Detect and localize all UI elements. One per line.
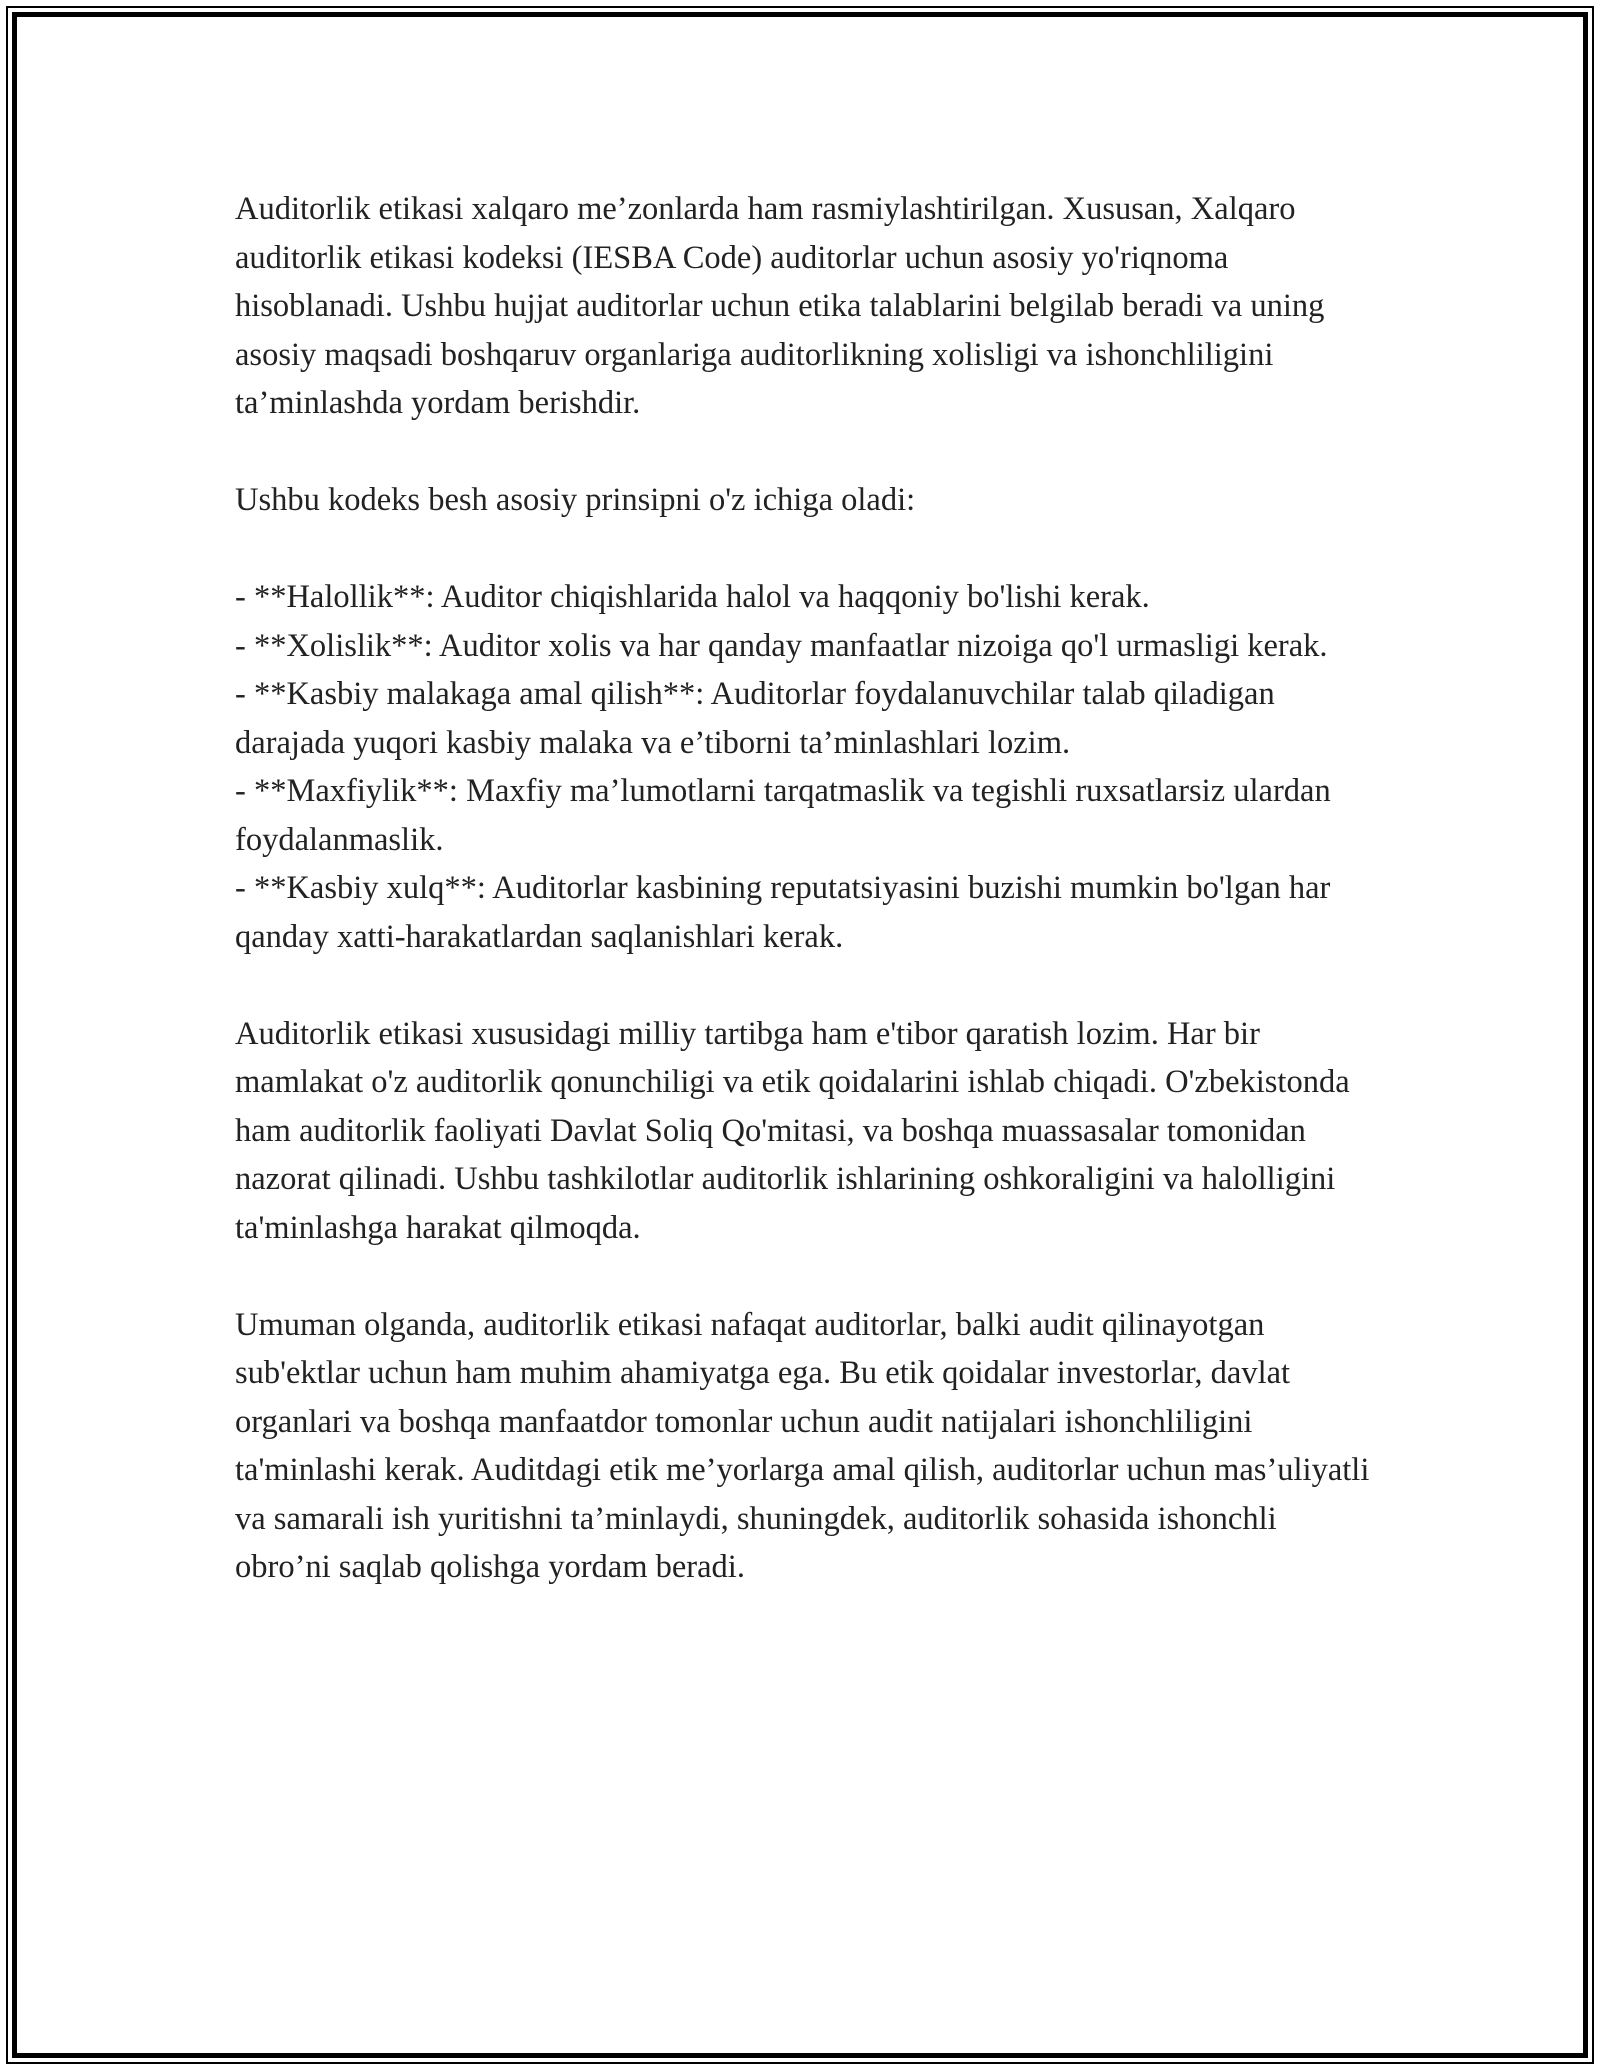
- list-item-xolislik: - **Xolislik**: Auditor xolis va har qanday manfaatlar nizoiga qo'l urmasligi kerak.: [235, 627, 1328, 664]
- list-item-maxfiylik: - **Maxfiylik**: Maxfiy ma’lumotlarni tarqatmaslik va tegishli ruxsatlarsiz ulardan foydalanmaslik.: [235, 773, 1331, 858]
- paragraph-principles-intro: Ushbu kodeks besh asosiy prinsipni o'z ichiga oladi:: [235, 482, 916, 518]
- list-item-halollik: - **Halollik**: Auditor chiqishlarida halol va haqqoniy bo'lishi kerak.: [235, 579, 1150, 615]
- list-item-kasbiy-malaka: - **Kasbiy malakaga amal qilish**: Auditorlar foydalanuvchilar talab qiladigan darajada yuqori kasbiy malaka va e’tiborni ta’minlashlari lozim.: [235, 676, 1275, 761]
- paragraph-intro: Auditorlik etikasi xalqaro me’zonlarda ham rasmiylashtirilgan. Xususan, Xalqaro auditorlik etikasi kodeksi (IESBA Code) auditorlar uchun asosiy yo'riqnoma hisoblanadi. Ushbu hujjat auditorlar uchun etika talablarini belgilab beradi va uning asosiy maqsadi boshqaruv organlariga auditorlikning xolisligi va ishonchliligini ta’minlashda yordam berishdir.: [235, 191, 1325, 421]
- document-body: [235, 185, 1375, 1640]
- principles-list: [235, 573, 1375, 961]
- list-item-kasbiy-xulq: - **Kasbiy xulq**: Auditorlar kasbining reputatsiyasini buzishi mumkin bo'lgan har qanday xatti-harakatlardan saqlanishlari kerak.: [235, 870, 1331, 955]
- paragraph-national-regulation: Auditorlik etikasi xususidagi milliy tartibga ham e'tibor qaratish lozim. Har bir mamlakat o'z auditorlik qonunchiligi va etik qoidalarini ishlab chiqadi. O'zbekistonda ham auditorlik faoliyati Davlat Soliq Qo'mitasi, va boshqa muassasalar tomonidan nazorat qilinadi. Ushbu tashkilotlar auditorlik ishlarining oshkoraligini va halolligini ta'minlashga harakat qilmoqda.: [235, 1015, 1350, 1246]
- paragraph-conclusion: Umuman olganda, auditorlik etikasi nafaqat auditorlar, balki audit qilinayotgan sub'ektlar uchun ham muhim ahamiyatga ega. Bu etik qoidalar investorlar, davlat organlari va boshqa manfaatdor tomonlar uchun audit natijalari ishonchliligini ta'minlashi kerak. Auditdagi etik me’yorlarga amal qilish, auditorlar uchun mas’uliyatli va samarali ish yuritishni ta’minlaydi, shuningdek, auditorlik sohasida ishonchli obro’ni saqlab qolishga yordam beradi.: [235, 1306, 1370, 1585]
